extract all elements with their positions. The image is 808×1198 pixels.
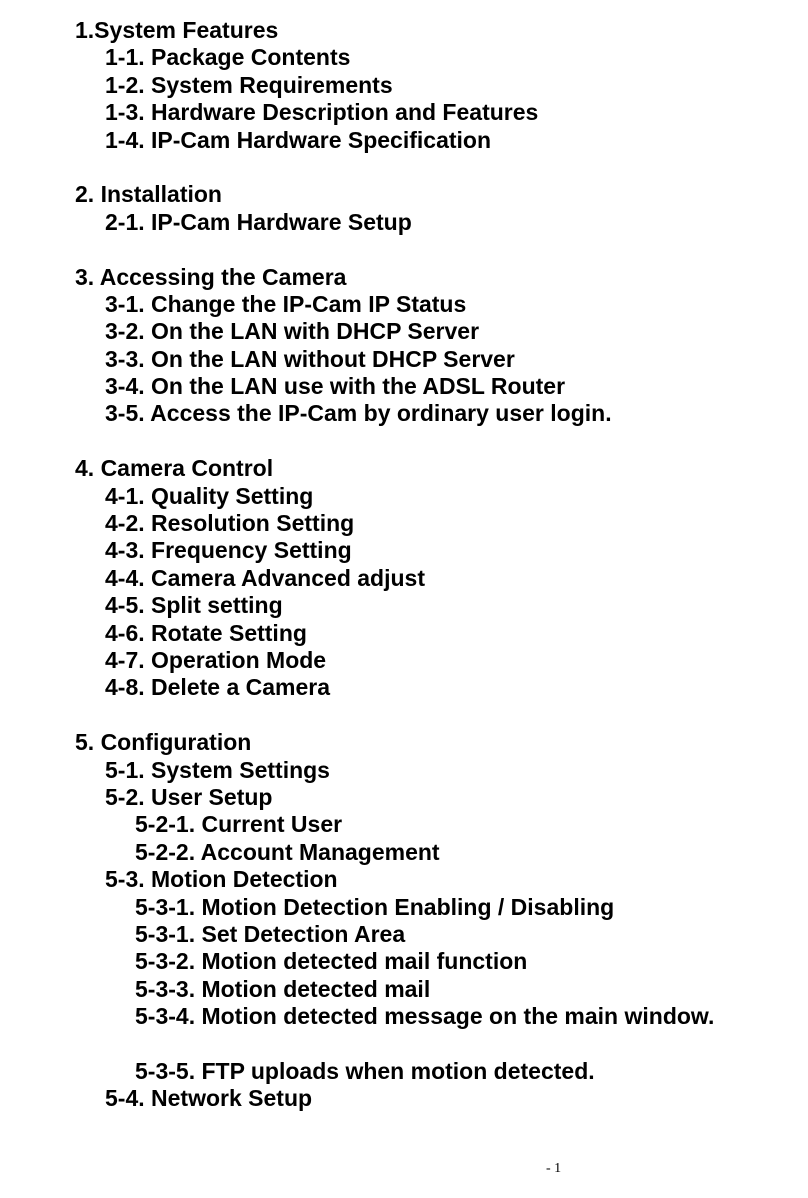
toc-subsection: 4-4. Camera Advanced adjust (105, 564, 425, 591)
toc-subsubsection: 5-2-2. Account Management (135, 838, 440, 865)
toc-subsubsection: 5-3-2. Motion detected mail function (135, 948, 528, 975)
toc-subsubsection: 5-3-3. Motion detected mail (135, 975, 431, 1002)
toc-subsection: 4-5. Split setting (105, 592, 283, 619)
toc-subsection: 1-1. Package Contents (105, 44, 351, 71)
blank-line (75, 428, 795, 455)
toc-subsection: 4-1. Quality Setting (105, 482, 314, 509)
toc-section: 3. Accessing the Camera (75, 263, 347, 290)
toc-section: 1.System Features (75, 17, 279, 43)
blank-line (75, 236, 795, 263)
blank-line (75, 154, 795, 181)
toc-subsubsection: 5-2-1. Current User (135, 811, 343, 838)
toc-subsection: 3-3. On the LAN without DHCP Server (105, 345, 515, 372)
toc-subsection: 2-1. IP-Cam Hardware Setup (105, 208, 412, 235)
toc-subsection: 3-1. Change the IP-Cam IP Status (105, 290, 467, 317)
toc-subsection: 4-7. Operation Mode (105, 646, 327, 673)
toc-subsection: 5-2. User Setup (105, 783, 273, 810)
toc-subsection: 5-4. Network Setup (105, 1085, 313, 1112)
table-of-contents (75, 17, 795, 1113)
toc-subsubsection: 5-3-4. Motion detected message on the main window. (135, 1003, 715, 1030)
toc-section: 4. Camera Control (75, 455, 274, 482)
toc-section: 5. Configuration (75, 729, 252, 756)
toc-subsection: 4-3. Frequency Setting (105, 537, 352, 564)
blank-line (75, 1030, 795, 1057)
toc-section: 2. Installation (75, 181, 222, 208)
toc-subsection: 5-1. System Settings (105, 756, 330, 783)
page-number: - 1 (546, 1161, 562, 1176)
toc-subsection: 3-4. On the LAN use with the ADSL Router (105, 373, 566, 400)
toc-subsubsection: 5-3-1. Set Detection Area (135, 920, 406, 947)
toc-subsection: 3-5. Access the IP-Cam by ordinary user login. (105, 400, 612, 427)
toc-subsection: 4-8. Delete a Camera (105, 674, 331, 701)
toc-subsection: 3-2. On the LAN with DHCP Server (105, 318, 480, 345)
toc-subsection: 1-4. IP-Cam Hardware Specification (105, 126, 492, 153)
blank-line (75, 702, 795, 729)
toc-subsubsection: 5-3-1. Motion Detection Enabling / Disabling (135, 893, 615, 920)
toc-subsection: 4-2. Resolution Setting (105, 510, 355, 537)
toc-subsection: 1-3. Hardware Description and Features (105, 99, 539, 126)
toc-subsection: 1-2. System Requirements (105, 71, 393, 98)
toc-subsection: 5-3. Motion Detection (105, 866, 338, 893)
toc-subsubsection: 5-3-5. FTP uploads when motion detected. (135, 1057, 595, 1084)
toc-subsection: 4-6. Rotate Setting (105, 619, 307, 646)
